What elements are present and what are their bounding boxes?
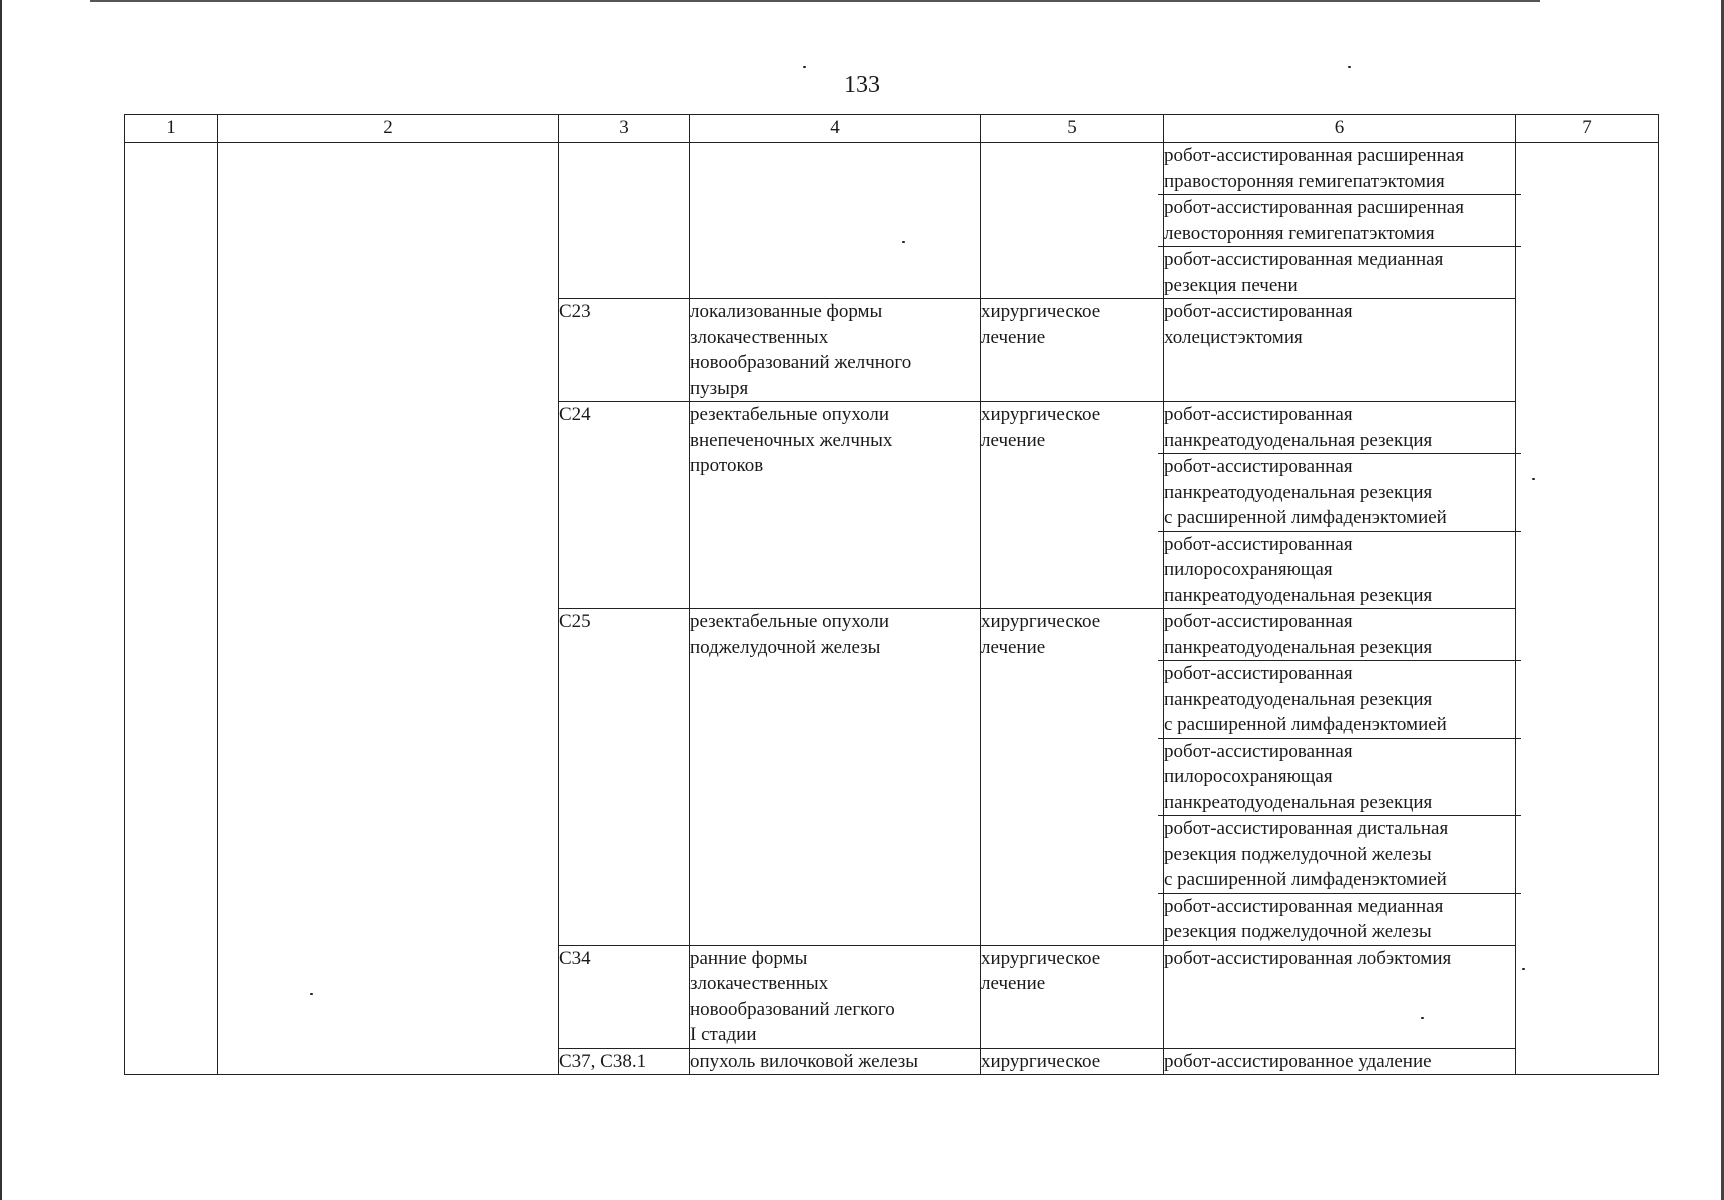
treatment-line: хирургическое [981, 611, 1101, 632]
procedure-line: панкреатодуоденальная резекция [1164, 429, 1433, 451]
procedure-item [1158, 402, 1521, 454]
condition-line: резектабельные опухоли [690, 404, 890, 425]
treatment-line: лечение [981, 973, 1046, 994]
condition-cell [690, 299, 981, 402]
procedure-line: робот-ассистированная [1164, 301, 1353, 322]
condition-cell [690, 1048, 981, 1075]
procedure-item [1158, 816, 1521, 894]
table-row [125, 143, 1659, 299]
scan-speck [803, 66, 806, 68]
condition-line: ранние формы [690, 947, 808, 969]
procedure-line: робот-ассистированная медианная [1164, 249, 1444, 270]
procedure-line: робот-ассистированная медианная [1164, 895, 1444, 917]
header-row [125, 115, 1659, 143]
procedure-item [1158, 946, 1521, 972]
procedure-line: левосторонняя гемигепатэктомия [1164, 222, 1435, 244]
procedure-item [1158, 195, 1521, 247]
procedure-line: робот-ассистированная [1164, 740, 1353, 762]
condition-cell [690, 609, 981, 946]
procedure-line: робот-ассистированная дистальная [1164, 818, 1449, 839]
code-cell: C23 [559, 299, 690, 402]
column-header: 7 [1516, 115, 1659, 143]
procedure-line: правосторонняя гемигепатэктомия [1164, 170, 1445, 192]
procedure-line: панкреатодуоденальная резекция [1164, 481, 1433, 503]
col1-empty-cell [125, 143, 218, 1075]
procedure-line: с расширенной лимфаденэктомией [1164, 507, 1447, 528]
scan-edge-left [0, 0, 2, 1200]
treatment-cell [981, 143, 1164, 299]
scan-edge-top [90, 0, 1540, 2]
procedure-line: пилоросохраняющая [1164, 559, 1333, 580]
code-cell [559, 143, 690, 299]
procedure-item [1158, 247, 1521, 298]
procedure-line: панкреатодуоденальная резекция [1164, 688, 1433, 710]
condition-line: локализованные формы [690, 301, 883, 322]
procedure-line: резекция поджелудочной железы [1164, 843, 1432, 865]
condition-line: протоков [690, 455, 764, 476]
treatment-cell [981, 945, 1164, 1048]
column-header: 1 [125, 115, 218, 143]
procedure-item [1158, 661, 1521, 739]
condition-line: I стадии [690, 1024, 757, 1045]
condition-line: пузыря [690, 377, 749, 399]
procedures-table [124, 114, 1659, 1075]
code-cell: C25 [559, 609, 690, 946]
procedure-item [1164, 1049, 1516, 1075]
treatment-line: хирургическое [981, 1050, 1101, 1072]
treatment-line: хирургическое [981, 301, 1101, 322]
condition-line: злокачественных [690, 326, 829, 348]
procedures-cell [1164, 1048, 1516, 1075]
procedure-line: робот-ассистированная [1164, 611, 1353, 632]
procedure-line: резекция печени [1164, 274, 1298, 296]
procedure-line: панкреатодуоденальная резекция [1164, 636, 1433, 658]
procedure-line: робот-ассистированная [1164, 456, 1353, 477]
procedure-line: холецистэктомия [1164, 326, 1303, 348]
procedure-line: робот-ассистированная [1164, 663, 1353, 684]
procedure-line: робот-ассистированная [1164, 533, 1353, 555]
col7-empty-cell [1516, 143, 1659, 1075]
procedures-cell [1164, 143, 1516, 299]
procedure-line: пилоросохраняющая [1164, 766, 1333, 787]
condition-line: опухоль вилочковой железы [690, 1050, 919, 1072]
procedures-cell [1164, 609, 1516, 946]
col2-empty-cell [218, 143, 559, 1075]
procedures-cell [1164, 402, 1516, 609]
treatment-line: лечение [981, 326, 1046, 348]
procedure-line: резекция поджелудочной железы [1164, 921, 1432, 942]
column-header: 4 [690, 115, 981, 143]
treatment-cell [981, 609, 1164, 946]
treatment-line: хирургическое [981, 947, 1101, 969]
column-header: 6 [1164, 115, 1516, 143]
column-header: 2 [218, 115, 559, 143]
procedure-line: робот-ассистированная [1164, 404, 1353, 425]
procedure-line: робот-ассистированное удаление [1164, 1050, 1432, 1072]
procedure-line: робот-ассистированная лобэктомия [1164, 947, 1452, 969]
page-number: 133 [844, 72, 880, 98]
condition-line: поджелудочной железы [690, 636, 881, 658]
procedures-cell [1164, 945, 1516, 1048]
procedure-item [1158, 299, 1521, 350]
procedure-line: с расширенной лимфаденэктомией [1164, 714, 1447, 735]
procedures-cell [1164, 299, 1516, 402]
treatment-cell [981, 1048, 1164, 1075]
treatment-cell [981, 402, 1164, 609]
procedure-item [1158, 609, 1521, 661]
condition-line: новообразований желчного [690, 352, 912, 373]
procedure-line: панкреатодуоденальная резекция [1164, 791, 1433, 813]
code-cell: C24 [559, 402, 690, 609]
treatment-line: хирургическое [981, 404, 1101, 425]
code-cell: C37, C38.1 [559, 1048, 690, 1075]
condition-line: резектабельные опухоли [690, 611, 890, 632]
column-header: 3 [559, 115, 690, 143]
procedure-line: робот-ассистированная расширенная [1164, 197, 1464, 218]
column-header: 5 [981, 115, 1164, 143]
procedure-item [1158, 532, 1521, 609]
condition-cell [690, 143, 981, 299]
scan-speck [1348, 66, 1351, 68]
procedure-item [1158, 739, 1521, 817]
condition-line: новообразований легкого [690, 998, 895, 1020]
condition-cell [690, 402, 981, 609]
procedure-line: робот-ассистированная расширенная [1164, 145, 1464, 166]
treatment-line: лечение [981, 429, 1046, 451]
procedure-line: панкреатодуоденальная резекция [1164, 584, 1433, 606]
condition-cell [690, 945, 981, 1048]
code-cell: C34 [559, 945, 690, 1048]
procedure-line: с расширенной лимфаденэктомией [1164, 869, 1447, 890]
condition-line: внепеченочных желчных [690, 429, 893, 451]
treatment-cell [981, 299, 1164, 402]
treatment-line: лечение [981, 636, 1046, 658]
condition-line: злокачественных [690, 973, 829, 994]
procedure-item [1158, 454, 1521, 532]
procedure-item [1158, 143, 1521, 195]
procedure-item [1158, 894, 1521, 945]
